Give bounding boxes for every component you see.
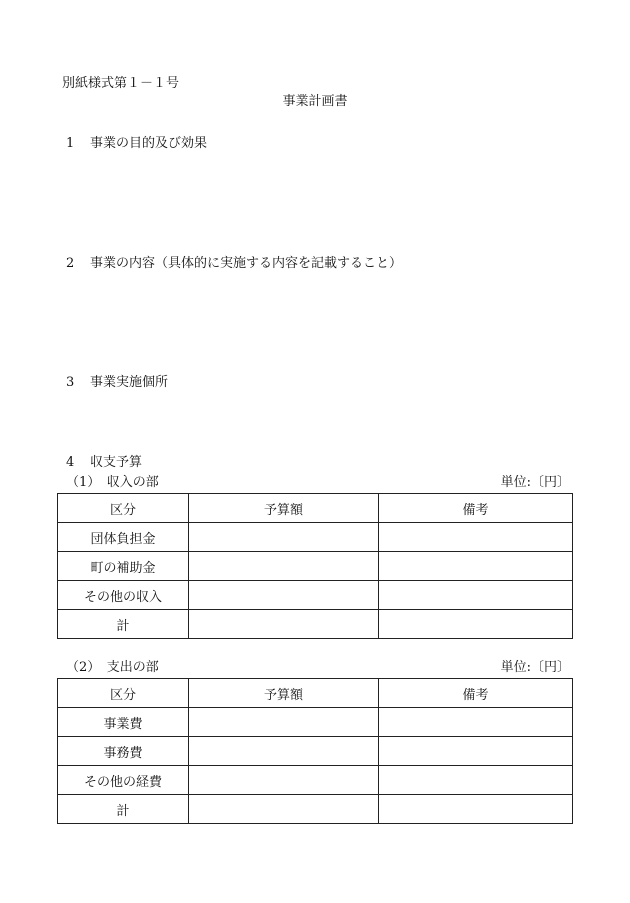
note-cell[interactable] [379, 610, 573, 639]
section-label: 事業の内容（具体的に実施する内容を記載すること） [90, 256, 403, 271]
form-id: 別紙様式第１－１号 [62, 76, 180, 91]
section-number: 1 [66, 136, 75, 151]
income-table [57, 493, 573, 639]
amount-cell[interactable] [189, 581, 379, 610]
row-category: 事務費 [58, 737, 189, 766]
income-unit: 単位:〔円〕 [500, 475, 570, 490]
note-cell[interactable] [379, 737, 573, 766]
amount-cell[interactable] [189, 766, 379, 795]
note-cell[interactable] [379, 766, 573, 795]
amount-cell[interactable] [189, 708, 379, 737]
row-category: その他の収入 [58, 581, 189, 610]
section-label: 事業の目的及び効果 [90, 136, 208, 151]
expense-table [57, 678, 573, 824]
section-label: 収支予算 [90, 455, 143, 470]
table-row [58, 708, 573, 737]
table-row [58, 523, 573, 552]
header-note: 備考 [379, 494, 573, 523]
section-number: 2 [66, 256, 75, 271]
row-category: その他の経費 [58, 766, 189, 795]
note-cell[interactable] [379, 795, 573, 824]
income-heading: （1） 収入の部 [66, 475, 159, 490]
table-row [58, 581, 573, 610]
table-header-row [58, 494, 573, 523]
section-number: 3 [66, 375, 75, 390]
table-row-total [58, 795, 573, 824]
amount-cell[interactable] [189, 610, 379, 639]
table-row [58, 737, 573, 766]
row-category: 町の補助金 [58, 552, 189, 581]
page-title: 事業計画書 [282, 94, 348, 109]
section-purpose [66, 136, 207, 152]
row-category: 団体負担金 [58, 523, 189, 552]
section-label: 事業実施個所 [90, 375, 169, 390]
section-number: 4 [66, 455, 75, 470]
row-category: 計 [58, 610, 189, 639]
note-cell[interactable] [379, 581, 573, 610]
header-note: 備考 [379, 679, 573, 708]
header-category: 区分 [58, 679, 189, 708]
table-row-total [58, 610, 573, 639]
note-cell[interactable] [379, 552, 573, 581]
header-amount: 予算額 [189, 679, 379, 708]
header-amount: 予算額 [189, 494, 379, 523]
table-row [58, 552, 573, 581]
note-cell[interactable] [379, 708, 573, 737]
table-row [58, 766, 573, 795]
amount-cell[interactable] [189, 795, 379, 824]
amount-cell[interactable] [189, 737, 379, 766]
amount-cell[interactable] [189, 552, 379, 581]
header-category: 区分 [58, 494, 189, 523]
row-category: 事業費 [58, 708, 189, 737]
expense-unit: 単位:〔円〕 [500, 660, 570, 675]
amount-cell[interactable] [189, 523, 379, 552]
row-category: 計 [58, 795, 189, 824]
table-header-row [58, 679, 573, 708]
note-cell[interactable] [379, 523, 573, 552]
section-budget [66, 455, 142, 471]
expense-heading: （2） 支出の部 [66, 660, 159, 675]
section-content [66, 256, 402, 272]
section-location [66, 375, 168, 391]
